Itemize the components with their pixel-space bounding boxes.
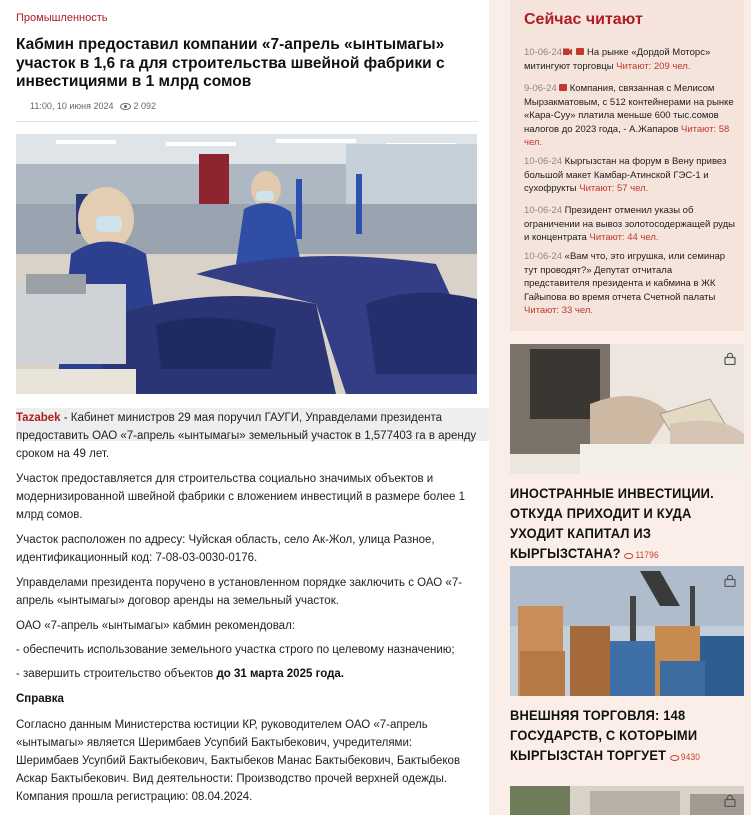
lock-icon xyxy=(724,574,736,587)
item-readers: Читают: 44 чел. xyxy=(589,232,659,243)
section-heading: Справка xyxy=(16,693,64,705)
source-link[interactable]: Tazabek xyxy=(16,412,61,424)
now-reading-item[interactable] xyxy=(524,46,736,73)
camera-icon xyxy=(563,48,572,55)
article-title: Кабмин предоставил компании «7-апрель «ынтымагы» участок в 1,6 га для строительства швейной фабрики с инвестициями в 1 млрд сомов xyxy=(16,36,445,90)
article-views-count: 2 092 xyxy=(133,101,157,111)
item-readers: Читают: 57 чел. xyxy=(579,183,649,194)
now-reading-block xyxy=(510,0,744,331)
divider xyxy=(16,121,478,122)
card-image-investments[interactable] xyxy=(510,344,744,474)
lead-text: - Кабинет министров 29 мая поручил ГАУГИ, Управделами президента предоставить ОАО «7-апрель «ынтымагы» земельный участок в 1,577403 га в аренду сроком на 49 лет. xyxy=(16,412,477,460)
paragraph xyxy=(16,665,478,683)
item-text: Компания, связанная с Мелисом Мырзакматовым, с 512 контейнерами на рынке «Кара-Суу» платила меньше 600 тыс.сомов налогов до 2023 года, - А.Жапаров xyxy=(524,83,734,135)
lock-icon xyxy=(724,352,736,365)
now-reading-item[interactable] xyxy=(524,82,736,150)
paragraph: Участок расположен по адресу: Чуйская область, село Ак-Жол, улица Разное, идентификационный код: 7-08-03-0030-0176. xyxy=(16,534,435,564)
item-readers: Читают: 209 чел. xyxy=(616,60,691,72)
card-image-next[interactable] xyxy=(510,786,744,815)
eye-icon xyxy=(120,103,131,110)
article-photo xyxy=(16,134,477,394)
lock-icon xyxy=(724,794,736,807)
eye-icon xyxy=(624,553,633,559)
paragraph: - обеспечить использование земельного участка строго по целевому назначению; xyxy=(16,644,455,656)
eye-icon xyxy=(670,755,679,761)
paragraph: Управделами президента поручено в установленном порядке заключить с ОАО «7-апрель «ынтымагы» договор аренды на земельный участок. xyxy=(16,577,463,607)
item-text: Кыргызстан на форум в Вену привез большой макет Камбар-Атинской ГЭС-1 и сухофрукты xyxy=(524,156,727,194)
item-readers: Читают: 58 чел. xyxy=(524,123,730,148)
card-image-trade[interactable] xyxy=(510,566,744,696)
item-date: 9-06-24 xyxy=(524,83,557,94)
card-title-text: ВНЕШНЯЯ ТОРГОВЛЯ: 148 ГОСУДАРСТВ, С КОТОРЫМИ КЫРГЫЗСТАН ТОРГУЕТ xyxy=(510,707,698,763)
item-date: 10-06-24 xyxy=(524,251,563,262)
sidebar xyxy=(489,0,751,815)
video-icon xyxy=(559,84,567,91)
card-views-count: 11796 xyxy=(635,550,659,560)
paragraph: Участок предоставляется для строительства социально значимых объектов и модернизированной швейной фабрики с вложением инвестиций в размере более 1 млрд сомов. xyxy=(16,473,466,521)
card-views xyxy=(670,752,700,762)
paragraph: Согласно данным Министерства юстиции КР, руководителем ОАО «7-апрель «ынтымагы» является Шеримбаев Усупбий Бактыбекович, учредителями: Шеримбаев Усупбий Бактыбекович, Бактыбеков Манас Бактыбекович, Бактыбеков Аскар Бактыбекович. Вид деятельности: Производство прочей верхней одежды. Компания прошла регистрацию: 08.04.2024. xyxy=(16,719,461,803)
card-views xyxy=(624,550,658,560)
article-views xyxy=(120,101,157,111)
item-text: Президент отменил указы об ограничении на вывоз золотосодержащей руды и концентрата xyxy=(524,205,735,243)
article-meta xyxy=(30,101,156,111)
item-readers: Читают: 33 чел. xyxy=(524,305,594,316)
item-date: 10-06-24 xyxy=(524,156,563,167)
deadline-bold: до 31 марта 2025 года. xyxy=(216,668,344,680)
item-date: 10-06-24 xyxy=(524,47,563,58)
lead-paragraph xyxy=(16,409,478,463)
category-link[interactable]: Промышленность xyxy=(16,12,108,24)
item-date: 10-06-24 xyxy=(524,205,563,216)
item-text: На рынке «Дордой Моторс» митингуют торговцы xyxy=(524,47,711,72)
card-views-count: 9430 xyxy=(680,752,701,762)
card-title-text: ИНОСТРАННЫЕ ИНВЕСТИЦИИ. ОТКУДА ПРИХОДИТ И КУДА УХОДИТ КАПИТАЛ ИЗ КЫРГЫЗСТАНА? xyxy=(510,485,714,561)
paragraph-text: - завершить строительство объектов xyxy=(16,668,217,680)
paragraph: ОАО «7-апрель «ынтымагы» кабмин рекомендовал: xyxy=(16,620,295,632)
item-text: «Вам что, это игрушка, или семинар тут проводят?» Депутат отчитала представителя президента и кабмина в ЖК Гайыпова во время отчета Счетной палаты xyxy=(524,251,726,303)
now-reading-item[interactable] xyxy=(524,204,736,245)
card-title-investments[interactable] xyxy=(510,483,729,565)
now-reading-title: Сейчас читают xyxy=(524,11,643,28)
card-title-trade[interactable] xyxy=(510,705,729,767)
now-reading-item[interactable] xyxy=(524,155,736,196)
article-datetime: 11:00, 10 июня 2024 xyxy=(30,101,114,111)
now-reading-item[interactable] xyxy=(524,250,736,318)
video-icon xyxy=(576,48,584,55)
